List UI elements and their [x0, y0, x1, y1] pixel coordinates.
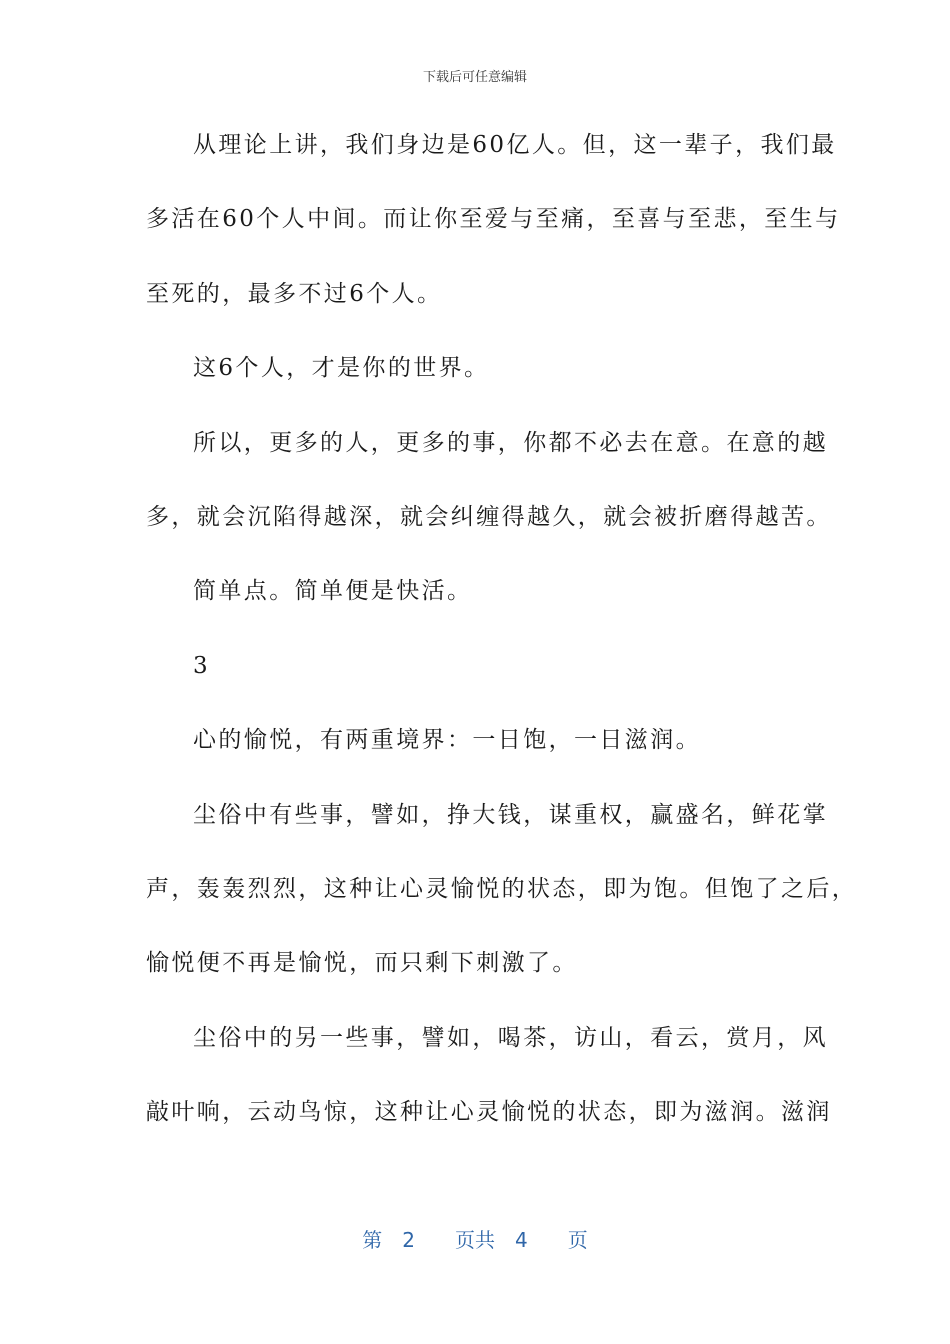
text-line: 简单点。简单便是快活。 [193, 578, 473, 605]
text-line: 心的愉悦，有两重境界：一日饱，一日滋润。 [193, 727, 701, 754]
text-line: 尘俗中有些事，譬如，挣大钱，谋重权，赢盛名，鲜花掌 [193, 801, 828, 828]
text-line: 多，就会沉陷得越深，就会纠缠得越久，就会被折磨得越苦。 [146, 503, 832, 530]
text-line: 从理论上讲，我们身边是60亿人。但，这一辈子，我们最 [193, 132, 837, 158]
text-line: 敲叶响，云动鸟惊，这种让心灵愉悦的状态，即为滋润。滋润 [146, 1099, 832, 1126]
footer-total-pages: 4 [515, 1228, 528, 1252]
footer-of-label: 页共 [455, 1228, 495, 1252]
footer-end-label: 页 [567, 1228, 588, 1252]
text-line: 所以，更多的人，更多的事，你都不必去在意。在意的越 [193, 429, 828, 456]
page-footer [0, 1224, 950, 1253]
page-header: 下载后可任意编辑 [422, 70, 527, 85]
footer-page-label: 第 [362, 1228, 383, 1252]
text-line: 声，轰轰烈烈，这种让心灵愉悦的状态，即为饱。但饱了之后， [146, 875, 858, 902]
text-line: 尘俗中的另一些事，譬如，喝茶，访山，看云，赏月，风 [193, 1024, 828, 1051]
footer-current-page: 2 [402, 1228, 415, 1252]
text-line: 这6个人，才是你的世界。 [193, 355, 490, 382]
document-body [146, 118, 858, 1159]
text-line: 至死的，最多不过6个人。 [146, 280, 443, 307]
section-number: 3 [193, 652, 211, 679]
text-line: 多活在60个人中间。而让你至爱与至痛，至喜与至悲，至生与 [146, 206, 841, 233]
text-line: 愉悦便不再是愉悦，而只剩下刺激了。 [146, 950, 578, 977]
